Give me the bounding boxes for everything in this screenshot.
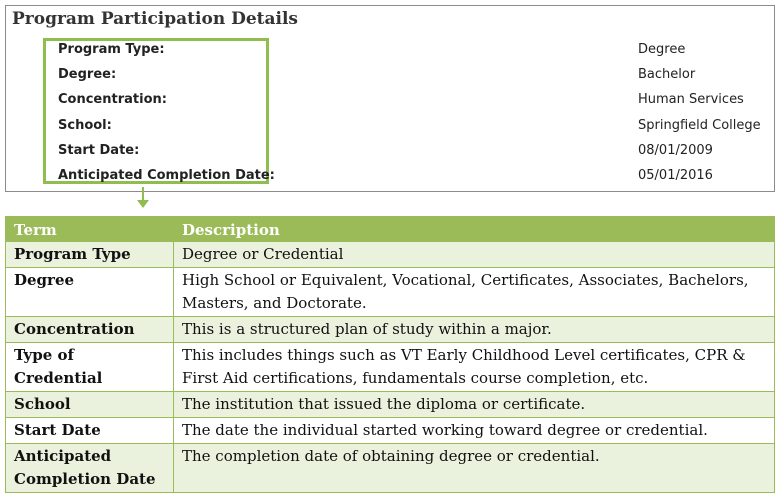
terms-table [5, 216, 775, 493]
field-label-start-date: Start Date: [58, 143, 140, 158]
program-participation-panel [5, 5, 775, 192]
field-label-completion-date: Anticipated Completion Date: [58, 168, 275, 183]
field-value-school: Springfield College [638, 118, 761, 133]
field-value-concentration: Human Services [638, 92, 744, 107]
description-cell: The institution that issued the diploma or certificate. [174, 392, 775, 418]
term-cell: Concentration [6, 317, 174, 343]
description-cell: Degree or Credential [174, 242, 775, 268]
term-cell: Program Type [6, 242, 174, 268]
term-cell: Start Date [6, 418, 174, 444]
labels-highlight-box [43, 38, 269, 184]
field-value-completion-date: 05/01/2016 [638, 168, 713, 183]
table-row [6, 268, 775, 317]
panel-title: Program Participation Details [12, 9, 299, 29]
description-cell: The date the individual started working toward degree or credential. [174, 418, 775, 444]
table-row [6, 444, 775, 493]
table-row [6, 242, 775, 268]
field-label-degree: Degree: [58, 67, 117, 82]
field-value-degree: Bachelor [638, 67, 696, 82]
table-row [6, 418, 775, 444]
header-term: Term [6, 217, 174, 242]
header-description: Description [174, 217, 775, 242]
description-cell: The completion date of obtaining degree or credential. [174, 444, 775, 493]
term-cell: School [6, 392, 174, 418]
field-label-school: School: [58, 118, 112, 133]
field-value-program-type: Degree [638, 42, 686, 57]
description-cell: This includes things such as VT Early Childhood Level certificates, CPR & First Aid certifications, fundamentals course completion, etc. [174, 343, 775, 392]
callout-arrow-icon [137, 200, 149, 208]
description-cell: High School or Equivalent, Vocational, Certificates, Associates, Bachelors, Masters, and Doctorate. [174, 268, 775, 317]
field-label-program-type: Program Type: [58, 42, 165, 57]
field-value-start-date: 08/01/2009 [638, 143, 713, 158]
description-cell: This is a structured plan of study within a major. [174, 317, 775, 343]
callout-arrow-stem [142, 187, 144, 201]
table-row [6, 317, 775, 343]
term-cell: Anticipated Completion Date [6, 444, 174, 493]
table-row [6, 392, 775, 418]
term-cell: Degree [6, 268, 174, 317]
table-header-row [6, 217, 775, 242]
field-label-concentration: Concentration: [58, 92, 167, 107]
table-row [6, 343, 775, 392]
term-cell: Type of Credential [6, 343, 174, 392]
